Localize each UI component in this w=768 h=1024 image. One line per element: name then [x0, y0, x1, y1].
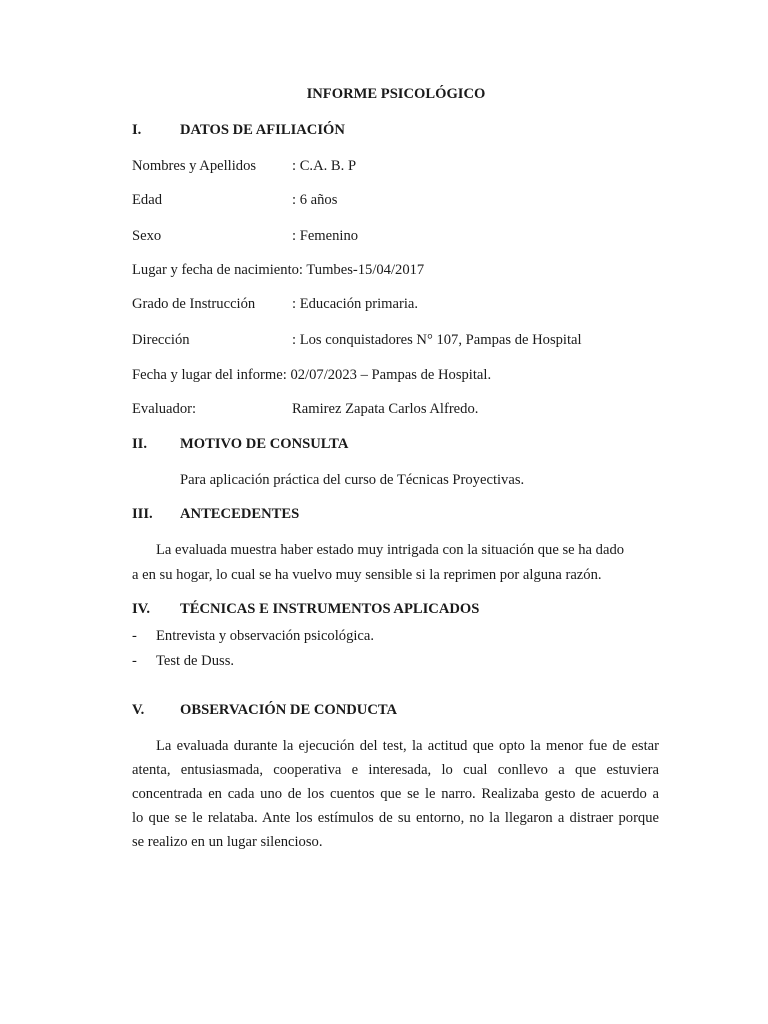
field-value-direccion: : Los conquistadores N° 107, Pampas de Hospital [292, 332, 582, 348]
observacion-line: concentrada en cada uno de los cuentos que se le narro. Realizaba gesto de acuerdo a [132, 786, 659, 802]
observacion-line: se realizo en un lugar silencioso. [132, 834, 323, 850]
section-v-number: V. [132, 702, 145, 718]
observacion-paragraph [132, 737, 659, 851]
field-label-grado: Grado de Instrucción [132, 296, 256, 312]
field-fecha-lugar-informe: Fecha y lugar del informe: 02/07/2023 – Pampas de Hospital. [132, 367, 492, 383]
field-label-direccion: Dirección [132, 332, 190, 348]
field-value-edad: : 6 años [292, 192, 338, 208]
field-label-nombres: Nombres y Apellidos [132, 158, 257, 174]
list-item: Entrevista y observación psicológica. [156, 628, 375, 644]
field-value-evaluador: Ramirez Zapata Carlos Alfredo. [292, 401, 479, 417]
report-title: INFORME PSICOLÓGICO [306, 86, 486, 102]
section-iii-number: III. [132, 506, 153, 522]
section-i-number: I. [132, 122, 142, 138]
field-value-grado: : Educación primaria. [292, 296, 419, 312]
section-ii-number: II. [132, 436, 148, 452]
field-lugar-fecha-nacimiento: Lugar y fecha de nacimiento: Tumbes-15/04/2017 [132, 262, 425, 278]
list-item: Test de Duss. [156, 653, 235, 669]
section-iv-title: TÉCNICAS E INSTRUMENTOS APLICADOS [180, 601, 480, 617]
field-label-edad: Edad [132, 192, 162, 208]
field-value-sexo: : Femenino [292, 228, 359, 244]
field-label-evaluador: Evaluador: [132, 401, 197, 417]
observacion-line: lo que se le relataba. Ante los estímulos de su entorno, no la llegaron a distraer porque [132, 810, 659, 826]
antecedentes-line: a en su hogar, lo cual se ha vuelvo muy sensible si la reprimen por alguna razón. [132, 567, 602, 583]
list-item-dash: - [132, 653, 137, 669]
section-v-title: OBSERVACIÓN DE CONDUCTA [180, 702, 398, 718]
antecedentes-line: La evaluada muestra haber estado muy intrigada con la situación que se ha dado [156, 542, 625, 558]
section-ii-title: MOTIVO DE CONSULTA [180, 436, 349, 452]
section-i-title: DATOS DE AFILIACIÓN [180, 122, 345, 138]
field-label-sexo: Sexo [132, 228, 162, 244]
motivo-text: Para aplicación práctica del curso de Técnicas Proyectivas. [180, 472, 525, 488]
list-item-dash: - [132, 628, 137, 644]
observacion-line: atenta, entusiasmada, cooperativa e interesada, lo cual conllevo a que estuviera [132, 762, 659, 778]
field-value-nombres: : C.A. B. P [292, 158, 357, 174]
section-iv-number: IV. [132, 601, 150, 617]
observacion-line: La evaluada durante la ejecución del test, la actitud que opto la menor fue de estar [156, 738, 659, 754]
section-iii-title: ANTECEDENTES [180, 506, 300, 522]
